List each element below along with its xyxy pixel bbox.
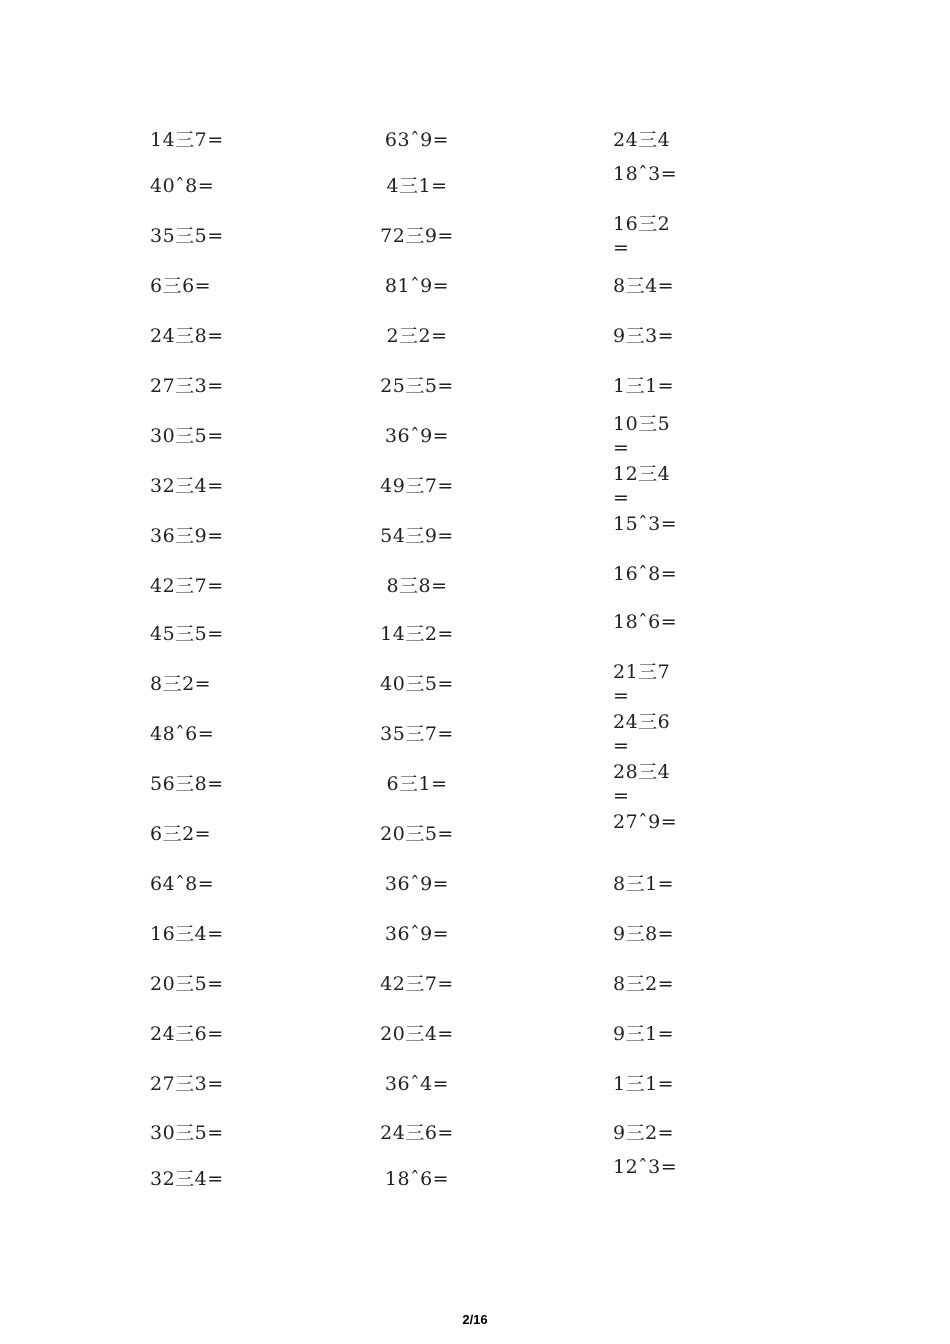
exercise-item: 24三6= [380, 1122, 454, 1144]
exercise-item: 18ˆ3= [613, 163, 678, 185]
exercise-item: 54三9= [380, 525, 454, 547]
exercise-item: 27ˆ9= [613, 811, 678, 833]
exercise-item: 27三3= [150, 1073, 224, 1095]
exercise-item: 21三7= [613, 661, 671, 707]
exercise-item: 12ˆ3= [613, 1156, 678, 1178]
exercise-item: 81ˆ9= [384, 275, 450, 297]
exercise-item: 24三4 [613, 129, 671, 151]
exercise-item: 6三2= [150, 823, 212, 845]
exercise-item: 6三1= [386, 773, 448, 795]
exercise-item: 8三1= [613, 873, 675, 895]
exercise-item: 9三3= [613, 325, 675, 347]
exercise-item: 2三2= [386, 325, 448, 347]
exercise-item: 9三2= [613, 1122, 675, 1144]
exercise-item: 14三7= [150, 129, 224, 151]
exercise-item: 30三5= [150, 425, 224, 447]
page-number: 2/16 [462, 1312, 488, 1327]
exercise-item: 1三1= [613, 375, 675, 397]
exercise-item: 35三5= [150, 225, 224, 247]
exercise-item: 49三7= [380, 475, 454, 497]
exercise-item: 4三1= [386, 175, 448, 197]
exercise-item: 20三5= [150, 973, 224, 995]
exercise-item: 16三4= [150, 923, 224, 945]
exercise-item: 30三5= [150, 1122, 224, 1144]
exercise-item: 48ˆ6= [150, 723, 215, 745]
exercise-item: 24三8= [150, 325, 224, 347]
exercise-item: 24三6= [150, 1023, 224, 1045]
exercise-item: 8三2= [150, 673, 212, 695]
exercise-item: 63ˆ9= [384, 129, 450, 151]
exercise-item: 18ˆ6= [613, 611, 678, 633]
exercise-item: 40三5= [380, 673, 454, 695]
exercise-item: 32三4= [150, 1168, 224, 1190]
exercise-item: 56三8= [150, 773, 224, 795]
exercise-item: 45三5= [150, 623, 224, 645]
exercise-item: 40ˆ8= [150, 175, 215, 197]
exercise-item: 64ˆ8= [150, 873, 215, 895]
exercise-item: 6三6= [150, 275, 212, 297]
exercise-item: 14三2= [380, 623, 454, 645]
exercise-item: 35三7= [380, 723, 454, 745]
exercise-item: 8三4= [613, 275, 675, 297]
exercise-item: 25三5= [380, 375, 454, 397]
exercise-item: 16三2= [613, 213, 671, 259]
exercise-item: 72三9= [380, 225, 454, 247]
exercise-item: 8三8= [386, 575, 448, 597]
exercise-item: 8三2= [613, 973, 675, 995]
exercise-item: 36ˆ9= [384, 873, 450, 895]
exercise-item: 9三1= [613, 1023, 675, 1045]
exercise-item: 15ˆ3= [613, 513, 678, 535]
exercise-item: 36ˆ9= [384, 923, 450, 945]
exercise-item: 10三5= [613, 413, 671, 459]
exercise-item: 36三9= [150, 525, 224, 547]
exercise-item: 32三4= [150, 475, 224, 497]
exercise-item: 20三5= [380, 823, 454, 845]
exercise-item: 42三7= [380, 973, 454, 995]
exercise-item: 20三4= [380, 1023, 454, 1045]
exercise-item: 18ˆ6= [384, 1168, 450, 1190]
exercise-item: 24三6= [613, 711, 671, 757]
exercise-item: 16ˆ8= [613, 563, 678, 585]
exercise-item: 12三4= [613, 463, 671, 509]
exercise-item: 42三7= [150, 575, 224, 597]
exercise-item: 28三4= [613, 761, 671, 807]
exercise-item: 1三1= [613, 1073, 675, 1095]
exercise-item: 36ˆ4= [384, 1073, 450, 1095]
exercise-item: 9三8= [613, 923, 675, 945]
exercise-item: 36ˆ9= [384, 425, 450, 447]
exercise-item: 27三3= [150, 375, 224, 397]
